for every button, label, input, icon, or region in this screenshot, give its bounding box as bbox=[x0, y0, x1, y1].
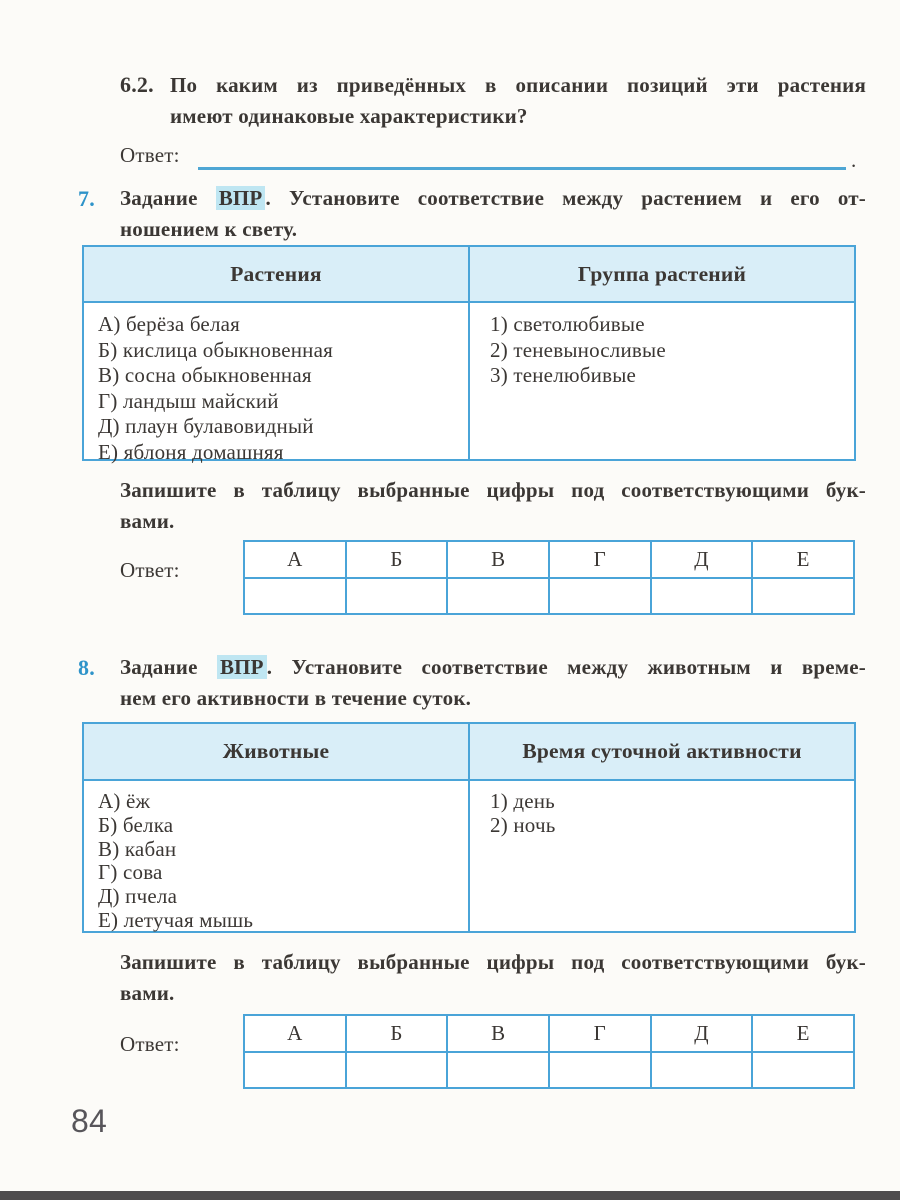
list-item: Г) ландыш майский bbox=[98, 388, 279, 413]
task-7-text-line2: ношением к свету. bbox=[120, 217, 298, 241]
answer-grid-letter: В bbox=[448, 542, 550, 577]
task-8-text-post: . Установите соответствие между животным и време- bbox=[266, 655, 866, 679]
answer-grid-empty-cell bbox=[448, 1053, 550, 1087]
question-6-2-text-line1: По каким из приведённых в описании позиций эти растения bbox=[170, 73, 866, 97]
answer-grid-letter: А bbox=[245, 542, 347, 577]
answer-label: Ответ: bbox=[120, 143, 180, 167]
task-7-instruction-line2: вами. bbox=[120, 509, 175, 533]
list-item: Д) пчела bbox=[98, 884, 178, 909]
list-item: 1) день bbox=[490, 789, 555, 813]
matching-table-plants bbox=[82, 245, 856, 464]
answer-grid-empty-cell bbox=[347, 579, 449, 613]
answer-grid-empty-cell bbox=[753, 1053, 853, 1087]
question-6-2-number: 6.2. bbox=[120, 72, 154, 97]
task-8-instruction-line1: Запишите в таблицу выбранные цифры под соответствующими бук- bbox=[120, 950, 866, 974]
plants-list bbox=[84, 303, 470, 464]
answer-grid-empty-cell bbox=[550, 1053, 652, 1087]
answer-grid-empty-row bbox=[245, 579, 853, 613]
answer-grid-empty-cell bbox=[448, 579, 550, 613]
answer-grid-letter: Б bbox=[347, 1016, 449, 1051]
answer-grid-empty-row bbox=[245, 1053, 853, 1087]
answer-grid-empty-cell bbox=[245, 579, 347, 613]
plant-groups-list bbox=[470, 303, 854, 459]
answer-grid-letter: Г bbox=[550, 1016, 652, 1051]
answer-grid-letter: Г bbox=[550, 542, 652, 577]
task-8-text-line2: нем его активности в течение суток. bbox=[120, 686, 472, 710]
answer-grid-empty-cell bbox=[550, 579, 652, 613]
answer-grid-empty-cell bbox=[753, 579, 853, 613]
answer-grid-letter: В bbox=[448, 1016, 550, 1051]
list-item: В) сосна обыкновенная bbox=[98, 363, 312, 387]
list-item: Г) сова bbox=[98, 860, 163, 885]
answer-grid-letter: Б bbox=[347, 542, 449, 577]
task-7-number: 7. bbox=[78, 186, 95, 211]
answer-grid-empty-cell bbox=[652, 1053, 754, 1087]
list-item: Б) белка bbox=[98, 812, 174, 837]
answer-label: Ответ: bbox=[120, 1032, 180, 1056]
table-body-row bbox=[84, 781, 854, 931]
answer-grid-letter: Д bbox=[652, 1016, 754, 1051]
list-item: Е) яблоня домашняя bbox=[98, 439, 284, 464]
answer-grid-empty-cell bbox=[347, 1053, 449, 1087]
list-item: 3) тенелюбивые bbox=[490, 363, 637, 387]
list-item: 2) ночь bbox=[490, 812, 556, 837]
answer-grid-task-7 bbox=[243, 540, 855, 615]
table-header-row bbox=[84, 724, 854, 781]
animals-list bbox=[84, 781, 470, 931]
task-8-text-line1 bbox=[120, 655, 866, 680]
list-item: А) ёж bbox=[98, 789, 151, 813]
answer-grid-task-8 bbox=[243, 1014, 855, 1089]
list-item: В) кабан bbox=[98, 836, 177, 861]
column-header-animals: Животные bbox=[84, 724, 470, 779]
answer-grid-letter: Д bbox=[652, 542, 754, 577]
list-item: 1) светолюбивые bbox=[490, 312, 645, 336]
answer-label: Ответ: bbox=[120, 558, 180, 582]
table-header-row bbox=[84, 247, 854, 303]
answer-grid-empty-cell bbox=[245, 1053, 347, 1087]
list-item: 2) теневыносливые bbox=[490, 337, 666, 362]
matching-table-animals bbox=[82, 722, 856, 933]
task-7-text-pre: Задание bbox=[120, 186, 216, 210]
answer-grid-empty-cell bbox=[652, 579, 754, 613]
answer-blank-line bbox=[198, 167, 846, 170]
scan-edge-bar bbox=[0, 1191, 900, 1200]
task-8-text-pre: Задание bbox=[120, 655, 217, 679]
vpr-highlight: ВПР bbox=[216, 186, 266, 210]
column-header-activity-time: Время суточной активности bbox=[522, 739, 802, 763]
list-item: Е) летучая мышь bbox=[98, 907, 254, 932]
task-8-instruction-line2: вами. bbox=[120, 981, 175, 1005]
list-item: Б) кислица обыкновенная bbox=[98, 337, 333, 362]
question-6-2-text-line2: имеют одинаковые характеристики? bbox=[170, 104, 528, 128]
task-7-text-line1 bbox=[120, 186, 866, 211]
answer-grid-letter: Е bbox=[796, 547, 810, 571]
task-8-number: 8. bbox=[78, 655, 95, 680]
page-number: 84 bbox=[71, 1103, 107, 1139]
answer-grid-letter: А bbox=[245, 1016, 347, 1051]
table-body-row bbox=[84, 303, 854, 464]
activity-times-list bbox=[470, 781, 854, 931]
answer-line-period: . bbox=[851, 148, 857, 172]
column-header-plants: Растения bbox=[84, 247, 470, 301]
task-7-text-post: . Установите соответствие между растением и его от- bbox=[265, 186, 866, 210]
list-item: А) берёза белая bbox=[98, 312, 241, 336]
vpr-highlight: ВПР bbox=[217, 655, 267, 679]
column-header-plant-groups: Группа растений bbox=[577, 261, 747, 286]
task-7-instruction-line1: Запишите в таблицу выбранные цифры под соответствующими бук- bbox=[120, 478, 866, 502]
answer-grid-letters-row bbox=[245, 1016, 853, 1053]
answer-grid-letters-row bbox=[245, 542, 853, 579]
list-item: Д) плаун булавовидный bbox=[98, 414, 314, 438]
answer-grid-letter: Е bbox=[796, 1021, 810, 1045]
